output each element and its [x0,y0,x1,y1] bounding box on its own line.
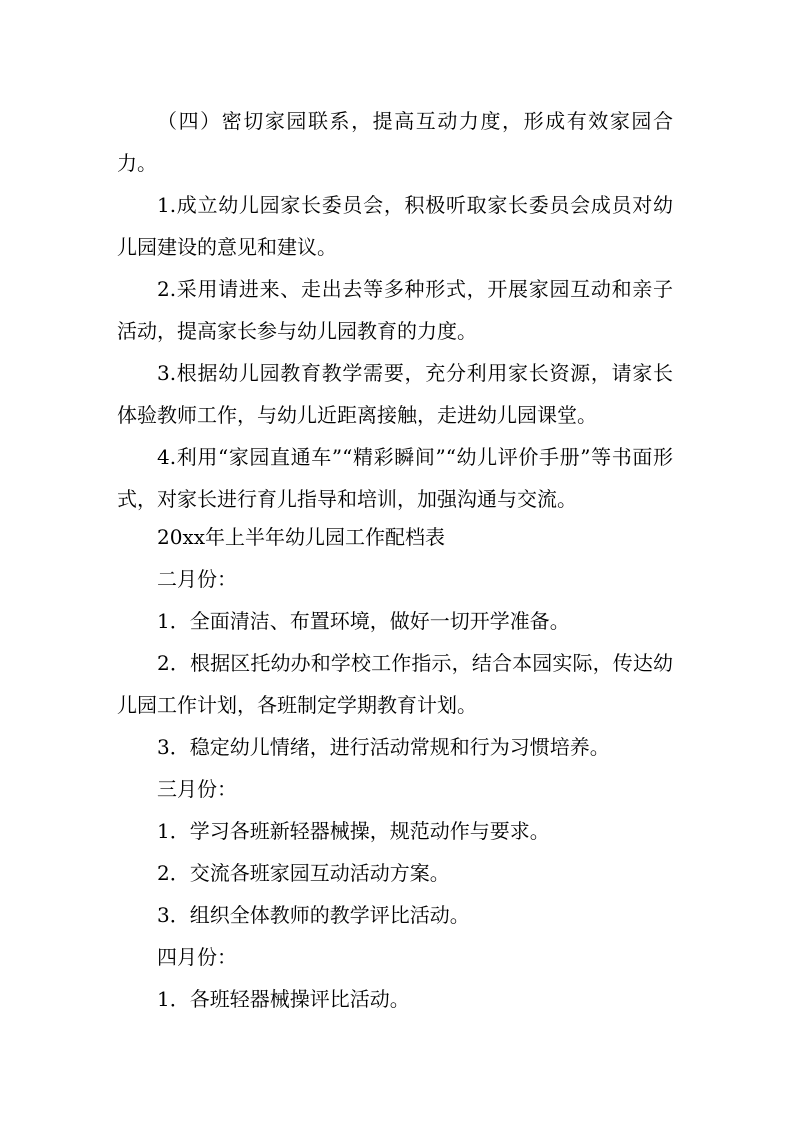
item-4-paragraph: 4.利用“家园直通车”“精彩瞬间”“幼儿评价手册”等书面形式，对家长进行育儿指导和培训，加强沟通与交流。 [117,445,673,511]
march-item-1: 1．学习各班新轻器械操，规范动作与要求。 [157,819,550,843]
section-four-paragraph: （四）密切家园联系，提高互动力度，形成有效家园合力。 [117,109,673,175]
february-item-1: 1．全面清洁、布置环境，做好一切开学准备。 [157,609,570,633]
item-1-paragraph: 1.成立幼儿园家长委员会，积极听取家长委员会成员对幼儿园建设的意见和建议。 [117,193,673,259]
month-february-heading: 二月份： [157,567,237,591]
item-2-paragraph: 2.采用请进来、走出去等多种形式，开展家园互动和亲子活动，提高家长参与幼儿园教育的力度。 [117,277,673,343]
month-april-heading: 四月份： [157,945,237,969]
schedule-title: 20xx年上半年幼儿园工作配档表 [157,525,446,549]
march-item-3: 3．组织全体教师的教学评比活动。 [157,903,470,927]
april-item-1: 1．各班轻器械操评比活动。 [157,987,410,1011]
month-march-heading: 三月份： [157,777,237,801]
item-3-paragraph: 3.根据幼儿园教育教学需要，充分利用家长资源，请家长体验教师工作，与幼儿近距离接触，走进幼儿园课堂。 [117,361,673,427]
february-item-3: 3．稳定幼儿情绪，进行活动常规和行为习惯培养。 [157,735,610,759]
march-item-2: 2．交流各班家园互动活动方案。 [157,861,450,885]
february-item-2: 2．根据区托幼办和学校工作指示，结合本园实际，传达幼儿园工作计划，各班制定学期教育计划。 [117,651,673,717]
